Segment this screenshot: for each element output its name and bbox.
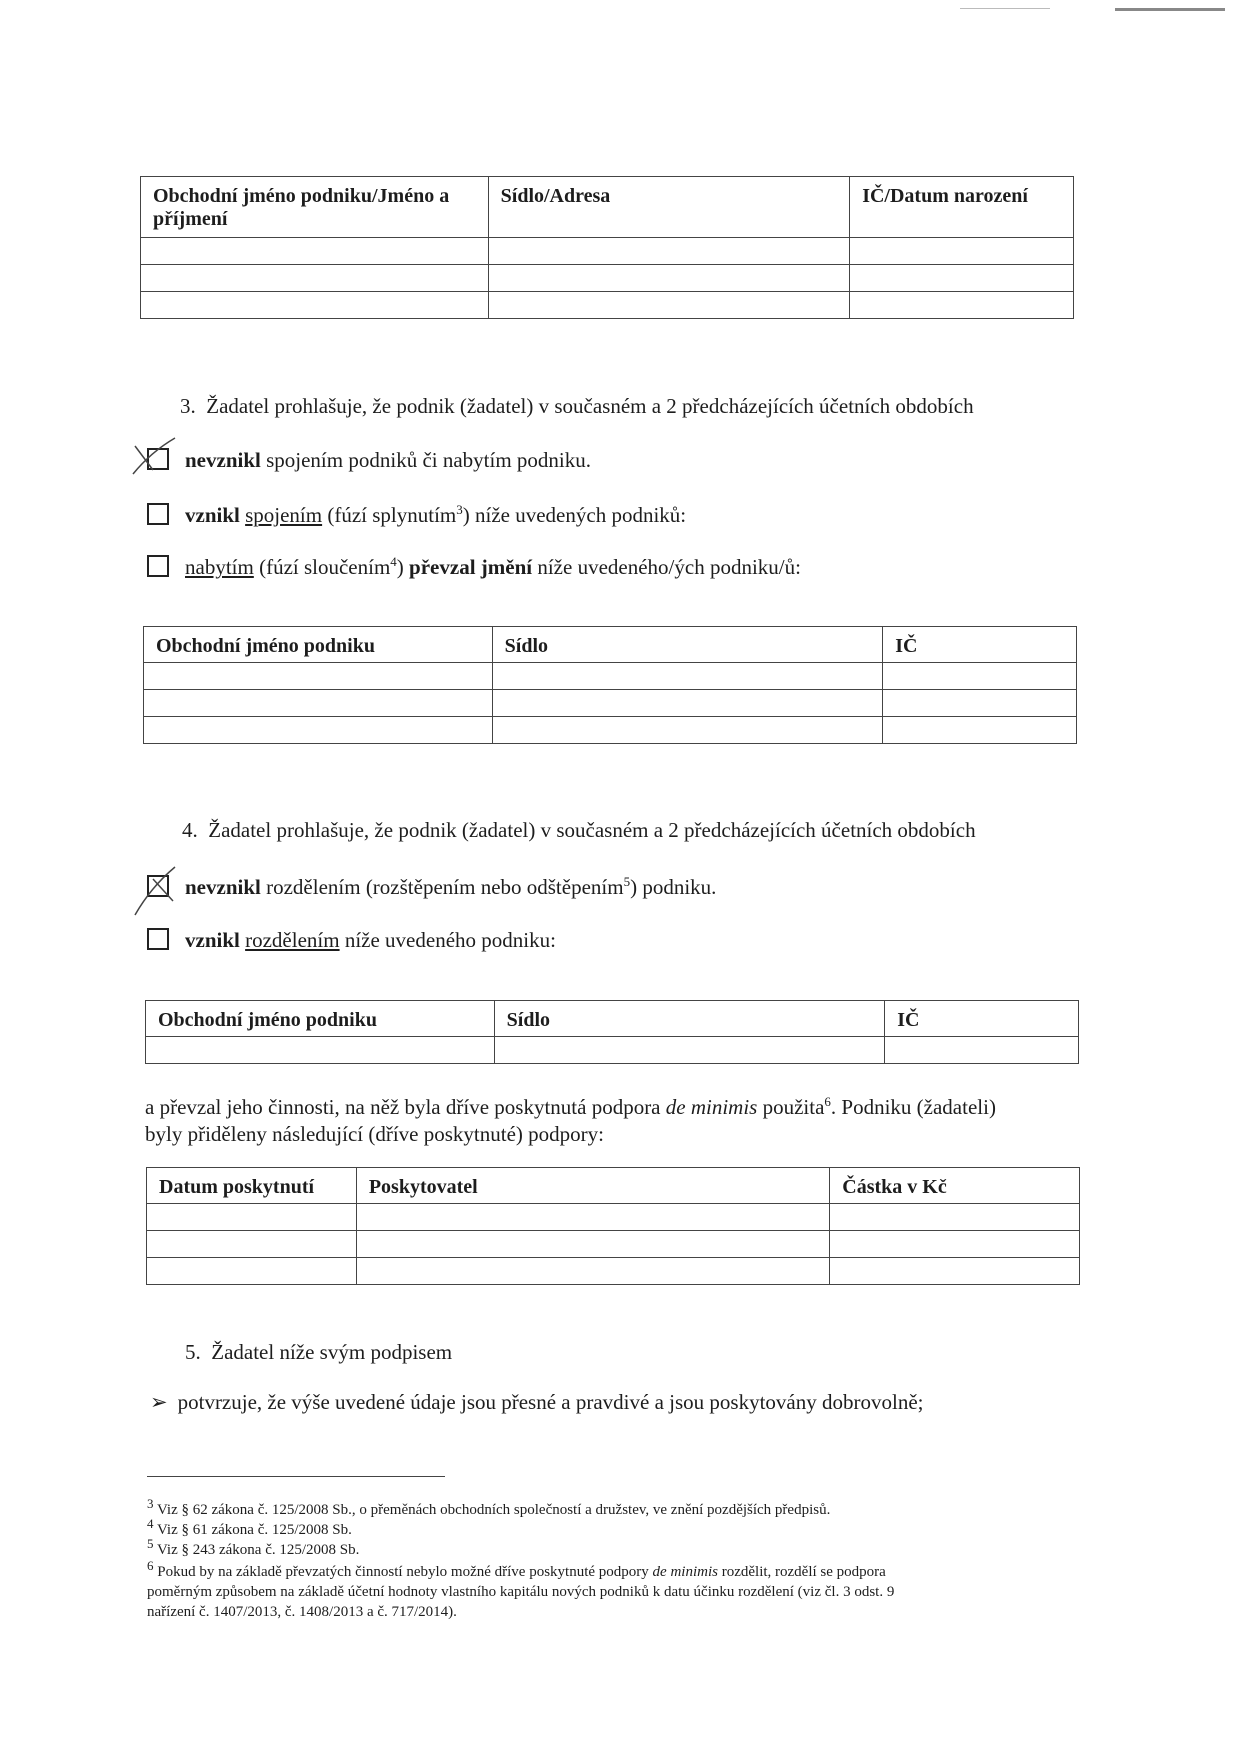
table-row [141, 238, 1074, 265]
cell[interactable] [356, 1231, 829, 1258]
table-row [147, 1231, 1080, 1258]
checkbox-nevznikl-rozdelenim[interactable] [147, 875, 169, 897]
cell[interactable] [883, 663, 1077, 690]
cell[interactable] [141, 238, 489, 265]
table-row [144, 717, 1077, 744]
option-underlined: spojením [245, 503, 323, 527]
option-text: ) níže uvedených podniků: [462, 503, 687, 527]
col-header-id: IČ/Datum narození [850, 177, 1074, 238]
checkbox-nevznikl-spojenim[interactable] [147, 448, 169, 470]
col-header-provider: Poskytovatel [356, 1168, 829, 1204]
section-text: Žadatel prohlašuje, že podnik (žadatel) v současném a 2 předcházejících účetních obdobích [206, 394, 974, 418]
paragraph-text: použita [757, 1095, 825, 1119]
option-bold: převzal jmění [409, 555, 533, 579]
col-header-name: Obchodní jméno podniku [146, 1001, 495, 1037]
table-row [144, 663, 1077, 690]
footnote-number: 6 [147, 1558, 154, 1573]
checkbox-nabytim[interactable] [147, 555, 169, 577]
option-text: spojením podniků či nabytím podniku. [260, 448, 592, 472]
footnote-6-line-2: poměrným způsobem na základě účetní hodnoty vlastního kapitálu nových podniků k datu účinku rozdělení (viz čl. 3 odst. 9 [147, 1584, 895, 1600]
paragraph-line-1 [145, 1094, 996, 1120]
option-4b [147, 928, 556, 953]
scan-artifact [1115, 8, 1225, 11]
paragraph-line-2 [145, 1122, 604, 1147]
cell[interactable] [144, 717, 493, 744]
cell[interactable] [141, 292, 489, 319]
option-text: (fúzí sloučením [253, 555, 391, 579]
arrow-bullet-icon: ➢ [150, 1390, 168, 1414]
cell[interactable] [492, 717, 883, 744]
option-4a [147, 874, 716, 900]
cell[interactable] [488, 292, 850, 319]
cell[interactable] [356, 1258, 829, 1285]
option-bold: nevznikl [185, 875, 261, 899]
cell[interactable] [830, 1231, 1080, 1258]
paragraph-text: byly přiděleny následující (dříve poskytnuté) podpory: [145, 1122, 604, 1146]
table-header-row [144, 627, 1077, 663]
footnote-6 [147, 1556, 1092, 1622]
footnote-italic: de minimis [652, 1564, 718, 1580]
paragraph-text: a převzal jeho činnosti, na něž byla dříve poskytnutá podpora [145, 1095, 666, 1119]
cell[interactable] [488, 238, 850, 265]
option-text: rozdělením (rozštěpením nebo odštěpením [260, 875, 624, 899]
option-bold: nevznikl [185, 448, 261, 472]
cell[interactable] [488, 265, 850, 292]
section-number: 3. [180, 394, 196, 418]
cell[interactable] [850, 238, 1074, 265]
col-header-address: Sídlo/Adresa [488, 177, 850, 238]
footnote-separator [147, 1476, 445, 1477]
footnote-ref: 3 [456, 502, 463, 517]
section-text: Žadatel prohlašuje, že podnik (žadatel) v současném a 2 předcházejících účetních obdobích [208, 818, 976, 842]
cell[interactable] [850, 265, 1074, 292]
col-header-amount: Částka v Kč [830, 1168, 1080, 1204]
footnote-ref: 4 [390, 554, 397, 569]
col-header-name: Obchodní jméno podniku [144, 627, 493, 663]
table-row [144, 690, 1077, 717]
cell[interactable] [492, 663, 883, 690]
table-header-row [141, 177, 1074, 238]
option-text: ) podniku. [630, 875, 717, 899]
option-text: níže uvedeného podniku: [339, 928, 556, 952]
cell[interactable] [830, 1258, 1080, 1285]
option-text: ) [396, 555, 410, 579]
cell[interactable] [850, 292, 1074, 319]
option-text: níže uvedeného/ých podniku/ů: [532, 555, 801, 579]
table-row [147, 1258, 1080, 1285]
footnote-ref: 6 [824, 1094, 831, 1109]
col-header-id: IČ [883, 627, 1077, 663]
footnote-text: Pokud by na základě převzatých činností nebylo možné dříve poskytnuté podpory [153, 1564, 653, 1580]
section-5-heading [185, 1340, 452, 1365]
cell[interactable] [885, 1037, 1079, 1064]
cell[interactable] [492, 690, 883, 717]
table-row [147, 1204, 1080, 1231]
col-header-id: IČ [885, 1001, 1079, 1037]
table-header-row [146, 1001, 1079, 1037]
section-3-heading [180, 394, 974, 419]
table-merged-companies [143, 626, 1077, 744]
col-header-seat: Sídlo [494, 1001, 885, 1037]
option-3a [147, 448, 591, 473]
col-header-name: Obchodní jméno podniku/Jméno a příjmení [141, 177, 489, 238]
footnote-ref: 5 [623, 874, 631, 889]
footnote-text: Viz § 61 zákona č. 125/2008 Sb. [153, 1522, 352, 1538]
col-header-date: Datum poskytnutí [147, 1168, 357, 1204]
footnote-number: 5 [147, 1536, 154, 1551]
table-split-company [145, 1000, 1079, 1064]
option-text: (fúzí splynutím [322, 503, 457, 527]
checkbox-vznikl-spojenim[interactable] [147, 503, 169, 525]
table-prior-support [146, 1167, 1080, 1285]
cell[interactable] [147, 1258, 357, 1285]
cell[interactable] [141, 265, 489, 292]
cell[interactable] [144, 690, 493, 717]
footnote-number: 3 [147, 1496, 154, 1511]
footnote-text: Viz § 243 zákona č. 125/2008 Sb. [153, 1542, 360, 1558]
cell[interactable] [883, 717, 1077, 744]
footnote-text: Viz § 62 zákona č. 125/2008 Sb., o přeměnách obchodních společností a družstev, ve znění pozdějších předpisů. [153, 1502, 831, 1518]
option-3b [147, 502, 686, 528]
cell[interactable] [494, 1037, 885, 1064]
table-row [141, 292, 1074, 319]
footnote-6-line-3: nařízení č. 1407/2013, č. 1408/2013 a č. 717/2014). [147, 1604, 457, 1620]
option-underlined: nabytím [185, 555, 254, 579]
handwritten-check-icon [131, 863, 191, 923]
table-row [141, 265, 1074, 292]
footnote-text: rozdělit, rozdělí se podpora [717, 1564, 886, 1580]
option-3c [147, 554, 801, 580]
table-owners [140, 176, 1074, 319]
cell[interactable] [356, 1204, 829, 1231]
cell[interactable] [830, 1204, 1080, 1231]
table-row [146, 1037, 1079, 1064]
scan-artifact [960, 8, 1050, 9]
col-header-seat: Sídlo [492, 627, 883, 663]
cell[interactable] [147, 1204, 357, 1231]
table-header-row [147, 1168, 1080, 1204]
checkbox-vznikl-rozdelenim[interactable] [147, 928, 169, 950]
section-4-heading [182, 818, 976, 843]
section-text: Žadatel níže svým podpisem [211, 1340, 453, 1364]
option-underlined: rozdělením [245, 928, 340, 952]
option-bold: vznikl [185, 928, 240, 952]
footnote-number: 4 [147, 1516, 154, 1531]
paragraph-italic: de minimis [665, 1095, 758, 1119]
bullet-text: potvrzuje, že výše uvedené údaje jsou přesné a pravdivé a jsou poskytovány dobrovolně; [177, 1390, 924, 1414]
cell[interactable] [883, 690, 1077, 717]
cell[interactable] [147, 1231, 357, 1258]
paragraph-text: . Podniku (žadateli) [830, 1095, 996, 1119]
footnote-6-line-1 [147, 1556, 1092, 1582]
bullet-item [150, 1390, 923, 1415]
handwritten-check-icon [131, 436, 191, 486]
section-number: 5. [185, 1340, 201, 1364]
option-bold: vznikl [185, 503, 240, 527]
section-number: 4. [182, 818, 198, 842]
cell[interactable] [144, 663, 493, 690]
cell[interactable] [146, 1037, 495, 1064]
